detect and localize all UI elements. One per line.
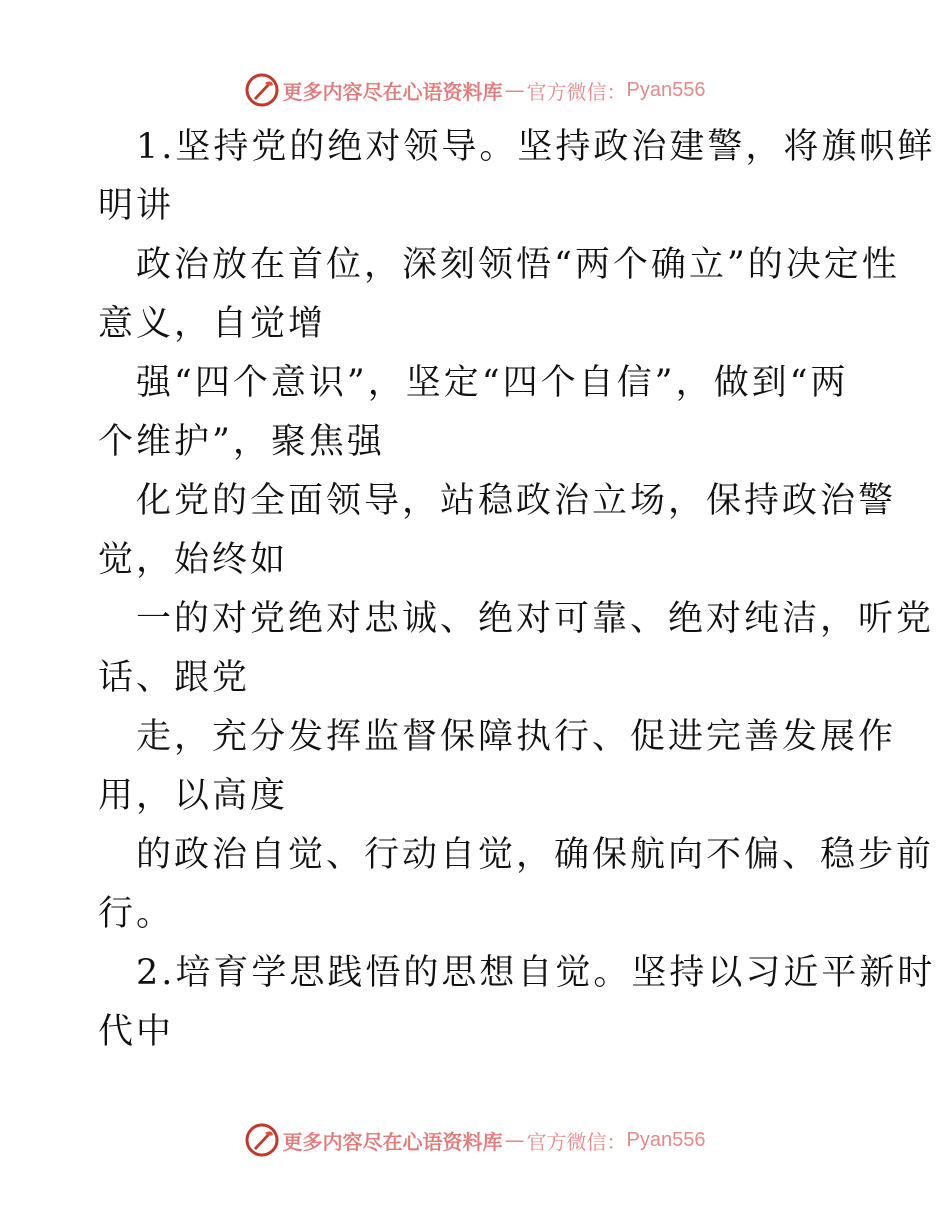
watermark-contact-label: 官方微信： xyxy=(526,1129,627,1154)
watermark-footer xyxy=(0,1120,950,1160)
paragraph-line: 的政治自觉、行动自觉，确保航向不偏、稳步前 xyxy=(136,835,935,875)
watermark-contact-label: 官方微信： xyxy=(526,79,627,104)
paragraph-line: 个维护”，聚焦强 xyxy=(98,422,385,462)
paragraph-line: 走，充分发挥监督保障执行、促进完善发展作 xyxy=(136,717,897,757)
paragraph xyxy=(98,472,897,590)
paragraph-line: 2.培育学思践悟的思想自觉。坚持以习近平新时 xyxy=(136,953,936,993)
paragraph-line: 用，以高度 xyxy=(98,776,289,816)
watermark-promo-text: 更多内容尽在心语资料库 xyxy=(282,1129,503,1154)
watermark-wechat-id: Pyan556 xyxy=(626,78,706,101)
paragraph xyxy=(98,354,858,472)
paragraph-line: 强“四个意识”，坚定“四个自信”，做到“两 xyxy=(136,363,849,403)
watermark-wechat-id: Pyan556 xyxy=(626,1128,706,1151)
watermark-header xyxy=(0,70,950,110)
paragraph xyxy=(98,118,936,236)
paragraph xyxy=(98,708,897,826)
paragraph xyxy=(98,944,936,1062)
paragraph xyxy=(98,236,900,354)
feather-pen-logo-icon xyxy=(245,1123,279,1157)
document-body xyxy=(98,118,936,1062)
watermark-promo-text: 更多内容尽在心语资料库 xyxy=(282,79,503,104)
paragraph-line: 代中 xyxy=(98,1012,175,1052)
paragraph-line: 觉，始终如 xyxy=(98,540,289,580)
paragraph-line: 1.坚持党的绝对领导。坚持政治建警，将旗帜鲜 xyxy=(136,127,936,167)
feather-pen-logo-icon xyxy=(245,73,279,107)
paragraph-line: 化党的全面领导，站稳政治立场，保持政治警 xyxy=(136,481,897,521)
watermark-dash: — xyxy=(504,78,525,102)
paragraph xyxy=(98,590,935,708)
paragraph-line: 一的对党绝对忠诚、绝对可靠、绝对纯洁，听党 xyxy=(136,599,935,639)
paragraph-line: 行。 xyxy=(98,894,175,934)
watermark-dash: — xyxy=(504,1128,525,1152)
paragraph-line: 意义，自觉增 xyxy=(98,304,327,344)
paragraph-line: 政治放在首位，深刻领悟“两个确立”的决定性 xyxy=(136,245,900,285)
paragraph xyxy=(98,826,935,944)
paragraph-line: 明讲 xyxy=(98,186,175,226)
paragraph-line: 话、跟党 xyxy=(98,658,251,698)
